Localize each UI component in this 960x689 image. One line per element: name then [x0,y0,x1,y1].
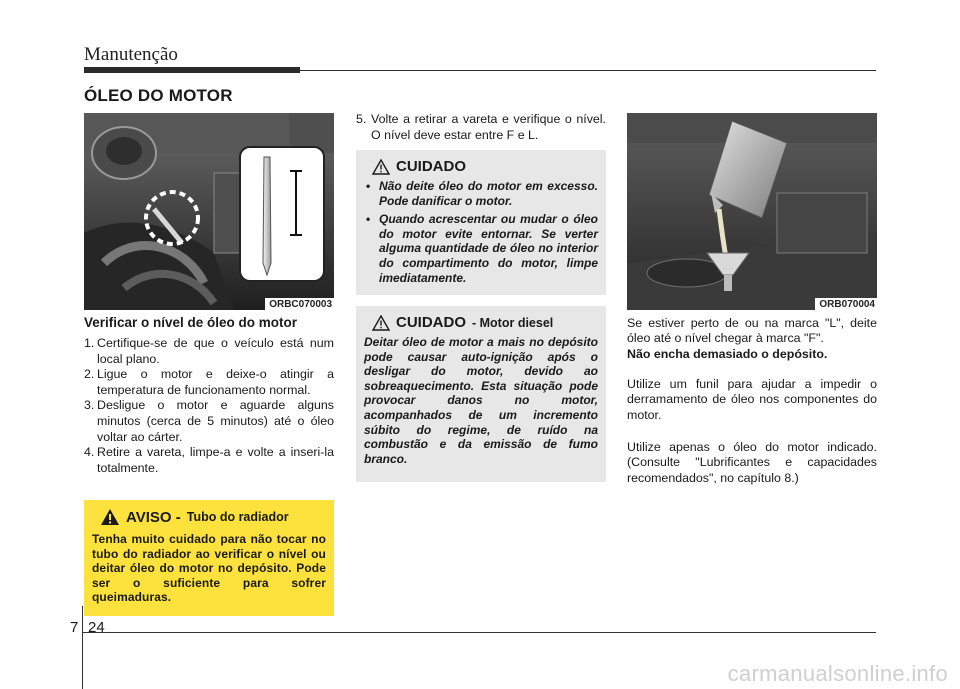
refill-instruction: Se estiver perto de ou na marca "L", deite óleo até o nível chegar à marca "F". [627,316,877,346]
caution-box [356,150,606,295]
caution-diesel-box [356,306,606,482]
watermark: carmanualsonline.info [727,661,948,686]
section-title: ÓLEO DO MOTOR [84,86,233,105]
chapter-number: 7 [70,619,79,636]
list-item: • Não deite óleo do motor em excesso. Pode danificar o motor. [366,179,598,208]
check-heading: Verificar o nível de óleo do motor [84,315,298,330]
list-item: 1. Certifique-se de que o veículo está num local plano. [84,336,334,366]
list-item: • Quando acrescentar ou mudar o óleo do motor evite entornar. Se verter alguma quantidade de óleo no interior do compartimento do motor, limpe imediatamente. [366,212,598,285]
list-item: 2. Ligue o motor e deixe-o atingir a temperatura de funcionamento normal. [84,367,334,397]
running-header: Manutenção [84,44,178,65]
caution-diesel-subtitle: - Motor diesel [472,315,554,330]
caution-diesel-heading [372,314,598,331]
warning-title: AVISO - [126,508,181,526]
caution-title: CUIDADO [396,158,466,175]
no-overfill-note: Não encha demasiado o depósito. [627,346,828,361]
list-item: 3. Desligue o motor e aguarde alguns minutos (cerca de 5 minutos) até o óleo voltar ao cárter. [84,398,334,444]
list-item: 4. Retire a vareta, limpe-a e volte a inseri-la totalmente. [84,445,334,475]
header-bar [84,67,300,73]
oil-funnel-photo [627,113,877,310]
warning-triangle-icon [100,508,120,526]
caution-triangle-icon [372,315,390,331]
caution-diesel-text: Deitar óleo de motor a mais no depósito pode causar auto-ignição após o desligar do motor, devido ao sobreaquecimento. Esta situação pode provocar danos no motor, acompanhados de um incremento súbito do regime, de ruído na combustão e da emissão de fumo branco. [364,335,598,466]
engine-illustration [84,113,334,310]
oil-spec-note: Utilize apenas o óleo do motor indicado. (Consulte "Lubrificantes e capacidades recomendados", no capítulo 8.) [627,440,877,485]
warning-box [84,500,334,616]
footer-rule [82,632,876,633]
engine-dipstick-photo [84,113,334,310]
list-item: 5. Volte a retirar a vareta e verifique o nível. O nível deve estar entre F e L. [356,112,606,142]
figure-code: ORB070004 [815,298,877,310]
caution-list [364,179,598,285]
footer-vertical-rule [82,606,83,689]
funnel-note: Utilize um funil para ajudar a impedir o derramamento de óleo nos componentes do motor. [627,377,877,422]
page-number: 24 [88,619,105,636]
caution-diesel-title: CUIDADO [396,314,466,331]
warning-heading [100,508,326,526]
warning-text: Tenha muito cuidado para não tocar no tubo do radiador ao verificar o nível ou deitar óleo do motor no depósito. Pode ser o suficiente para sofrer queimaduras. [92,532,326,605]
header-rule [300,70,876,71]
steps-list [84,336,334,476]
caution-triangle-icon [372,159,390,175]
caution-heading [372,158,598,175]
oil-pouring-illustration [627,113,877,310]
refill-text [627,316,877,362]
warning-subtitle: Tubo do radiador [186,510,289,524]
figure-code: ORBC070003 [265,298,334,310]
